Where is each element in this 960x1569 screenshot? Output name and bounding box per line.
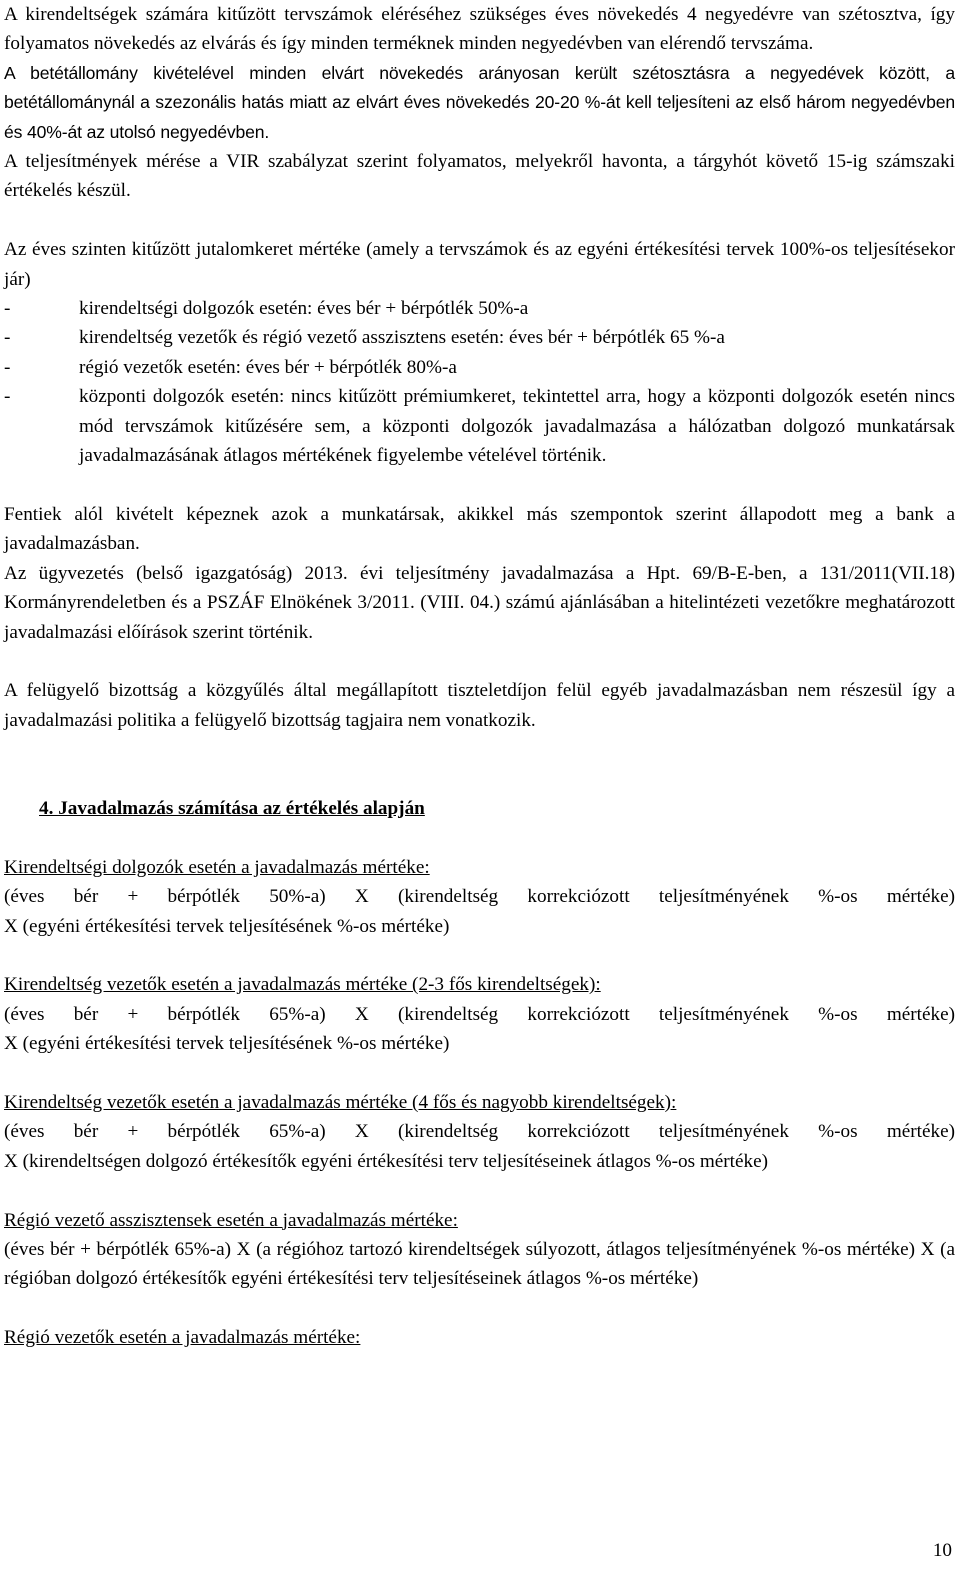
list-item-text: kirendeltségi dolgozók esetén: éves bér + bérpótlék 50%-a — [79, 298, 529, 320]
spacer — [4, 823, 955, 852]
dash-bullet: - — [4, 298, 11, 320]
bonus-list — [4, 294, 955, 470]
list-item — [4, 382, 955, 470]
dash-bullet: - — [4, 356, 11, 378]
dash-bullet: - — [4, 386, 11, 408]
list-item-text: kirendeltség vezetők és régió vezető asszisztens esetén: éves bér + bérpótlék 65 %-a — [79, 327, 725, 349]
spacer — [4, 1294, 955, 1323]
block-formula-line: (éves bér + bérpótlék 50%-a) X (kirendeltség korrekciózott teljesítményének %-os mértéke) — [4, 886, 955, 908]
spacer — [4, 206, 955, 235]
spacer — [4, 765, 955, 794]
exceptions-paragraph-2: Az ügyvezetés (belső igazgatóság) 2013. évi teljesítmény javadalmazása a Hpt. 69/B-E-ben, a 131/2011(VII.18) Kormányrendeletben és a PSZÁF Elnökének 3/2011. (VIII. 04.) számú ajánlásában a hitelintézeti vezetőkre meghatározott javadalmazási előírások szerint történik. — [4, 562, 955, 643]
block-heading: Régió vezetők esetén a javadalmazás mértéke: — [4, 1327, 361, 1349]
list-item-text: központi dolgozók esetén: nincs kitűzött prémiumkeret, tekintettel arra, hogy a központi dolgozók esetén nincs mód tervszámok kitűzésére sem, a központi dolgozók javadalmazása a hálózatban dolgozó munkatársak javadalmazásának átlagos mértékének figyelembe vételével történik. — [79, 386, 955, 467]
block-heading: Kirendeltség vezetők esetén a javadalmazás mértéke (4 fős és nagyobb kirendeltségek): — [4, 1091, 677, 1113]
exceptions-paragraph-1: Fentiek alól kivételt képeznek azok a munkatársak, akikkel más szempontok szerint állapodott meg a bank a javadalmazásban. — [4, 503, 955, 555]
list-item — [4, 294, 955, 323]
spacer — [4, 470, 955, 499]
list-item — [4, 353, 955, 382]
spacer — [4, 1059, 955, 1088]
block-heading: Régió vezető asszisztensek esetén a javadalmazás mértéke: — [4, 1209, 458, 1231]
intro-paragraph-1: A kirendeltségek számára kitűzött tervszámok eléréséhez szükséges éves növekedés 4 negyedévre van szétosztva, így folyamatos növekedés az elvárás és így minden terméknek minden negyedévben van elérendő tervszáma. — [4, 4, 955, 55]
section-title: 4. Javadalmazás számítása az értékelés alapján — [39, 797, 425, 819]
block-formula-line: (éves bér + bérpótlék 65%-a) X (kirendeltség korrekciózott teljesítményének %-os mértéke) — [4, 1003, 955, 1025]
block-formula-line: (éves bér + bérpótlék 65%-a) X (kirendeltség korrekciózott teljesítményének %-os mértéke) — [4, 1121, 955, 1143]
spacer — [4, 941, 955, 970]
list-item-text: régió vezetők esetén: éves bér + bérpótlék 80%-a — [79, 356, 457, 378]
block-formula-line: (éves bér + bérpótlék 65%-a) X (a régióhoz tartozó kirendeltségek súlyozott, átlagos teljesítményének %-os mértéke) X (a régióban dolgozó értékesítők egyéni értékesítési terv teljesítéseinek átlagos %-os mértéke) — [4, 1238, 955, 1290]
block-formula-line: X (egyéni értékesítési tervek teljesítésének %-os mértéke) — [4, 1033, 450, 1055]
bonus-intro: Az éves szinten kitűzött jutalomkeret mértéke (amely a tervszámok és az egyéni értékesítési tervek 100%-os teljesítésekor jár) — [4, 239, 955, 290]
intro-paragraph-2: A betétállomány kivételével minden elvárt növekedés arányosan került szétosztásra a negyedévek között, a betétállománynál a szezonális hatás miatt az elvárt éves növekedés 20-20 %-át kell teljesíteni az első három negyedévben és 40%-át az utolsó negyedévben. — [4, 62, 955, 142]
supervisory-paragraph: A felügyelő bizottság a közgyűlés által megállapított tiszteletdíjon felül egyéb javadalmazásban nem részesül így a javadalmazási politika a felügyelő bizottság tagjaira nem vonatkozik. — [4, 680, 955, 731]
dash-bullet: - — [4, 327, 11, 349]
block-formula-line: X (kirendeltségen dolgozó értékesítők egyéni értékesítési terv teljesítéseinek átlagos %-os mértéke) — [4, 1150, 769, 1172]
block-heading: Kirendeltség vezetők esetén a javadalmazás mértéke (2-3 fős kirendeltségek): — [4, 974, 601, 996]
spacer — [4, 735, 955, 764]
document-page — [4, 0, 955, 1353]
spacer — [4, 647, 955, 676]
block-formula-line: X (egyéni értékesítési tervek teljesítésének %-os mértéke) — [4, 915, 450, 937]
block-heading: Kirendeltségi dolgozók esetén a javadalmazás mértéke: — [4, 856, 430, 878]
list-item — [4, 323, 955, 352]
spacer — [4, 1176, 955, 1205]
intro-paragraph-3: A teljesítmények mérése a VIR szabályzat szerint folyamatos, melyekről havonta, a tárgyhót követő 15-ig számszaki értékelés készül. — [4, 151, 955, 202]
page-number: 10 — [932, 1540, 952, 1561]
